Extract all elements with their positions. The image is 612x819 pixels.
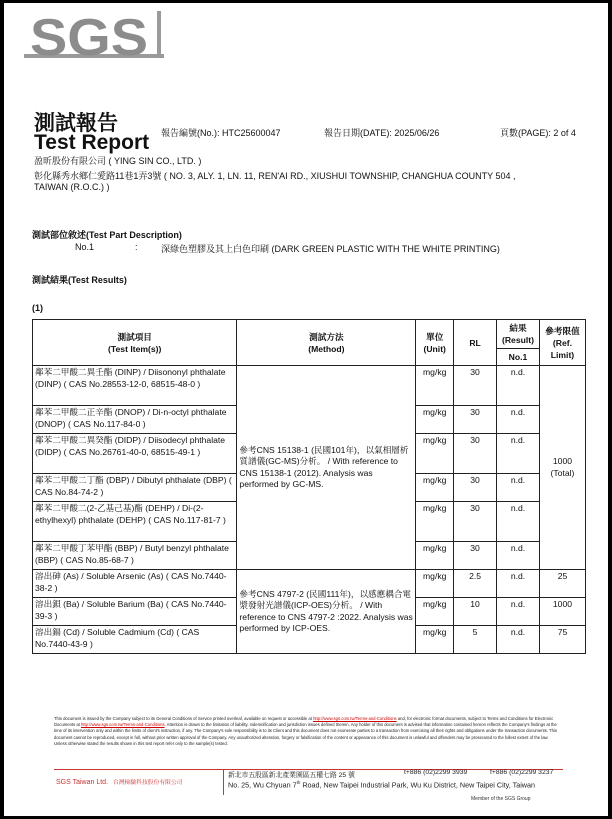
row-result: n.d. [497, 366, 540, 406]
phthalate-limit-note: (Total) [550, 467, 575, 478]
header-method [237, 320, 416, 366]
part-colon: : [135, 242, 138, 252]
header-limit-en: (Ref. [552, 337, 573, 348]
row-unit: mg/kg [416, 542, 454, 570]
company-english: SGS Taiwan Ltd. [56, 779, 109, 786]
address-en-part-a: No. 25, Wu Chyuan 7 [228, 780, 297, 790]
page-number: 頁數(PAGE): 2 of 4 [500, 128, 576, 138]
row-rl: 10 [454, 598, 497, 626]
row-rl: 30 [454, 406, 497, 434]
header-result-no: No.1 [497, 349, 540, 366]
row-limit: 75 [539, 626, 585, 654]
row-item: 鄰苯二甲酸二正辛酯 (DNOP) / Di-n-octyl phthalate (DNOP) ( CAS No.117-84-0 ) [33, 406, 237, 434]
row-rl: 30 [454, 434, 497, 474]
row-result: n.d. [497, 542, 540, 570]
address-en-part-b: Road, New Taipei Industrial Park, Wu Ku District, New Taipei City, Taiwan [300, 780, 535, 790]
row-result: n.d. [497, 502, 540, 542]
client-address-line1: 彰化縣秀水鄉仁愛路11巷1弄3號 ( NO. 3, ALY. 1, LN. 11, REN'AI RD., XIUSHUI TOWNSHIP, CHANGHUA COUNTY 504 , [34, 171, 516, 181]
row-result: n.d. [497, 598, 540, 626]
row-unit: mg/kg [416, 366, 454, 406]
terms-link[interactable]: http://www.sgs.com.tw/Terms-and-Conditions [313, 716, 397, 721]
client-address-line2: TAIWAN (R.O.C.) ) [34, 182, 110, 192]
row-result: n.d. [497, 406, 540, 434]
sgs-logo-text: SGS [30, 11, 148, 67]
header-unit-en: (Unit) [423, 343, 446, 354]
header-unit [416, 320, 454, 366]
row-rl: 30 [454, 542, 497, 570]
row-unit: mg/kg [416, 434, 454, 474]
header-item-cn: 測試項目 [117, 331, 152, 342]
header-method-en: (Method) [308, 343, 345, 354]
footer-fax: f+886 (02)2299 3237 [490, 769, 554, 776]
table-header-row [33, 320, 586, 349]
report-number: 報告編號(No.): HTC25600047 [161, 128, 281, 138]
header-limit-en2: Limit) [550, 349, 575, 360]
row-rl: 5 [454, 626, 497, 654]
phthalate-limit [539, 366, 585, 570]
row-item: 鄰苯二甲酸二異癸酯 (DIDP) / Diisodecyl phthalate (DIDP) ( CAS No.26761-40-0, 68515-49-1 ) [33, 434, 237, 474]
table-row [33, 570, 586, 598]
result-group-label: (1) [32, 303, 43, 313]
row-result: n.d. [497, 626, 540, 654]
header-method-cn: 測試方法 [309, 331, 344, 342]
electronic-terms-link[interactable]: http://www.sgs.com.tw/Terms-and-Conditions [81, 722, 165, 728]
footer-address-en [228, 780, 535, 789]
method-icp-oes: 參考CNS 4797-2 (民國111年)，以感應耦合電漿發射光譜儀(ICP-OES)分析。 / With reference to CNS 4797-2 :2022. Analysis was performed by ICP-OES. [237, 570, 416, 654]
sgs-logo [24, 11, 164, 71]
address-en-sup: th [296, 780, 301, 785]
header-item-en: (Test Item(s)) [108, 343, 162, 354]
company-chinese: 台灣檢驗科技股份有限公司 [112, 780, 183, 786]
row-unit: mg/kg [416, 626, 454, 654]
report-date: 報告日期(DATE): 2025/06/26 [324, 128, 440, 138]
footer-address-cn: 新北市五股區新北產業園區五權七路 25 號 [228, 772, 355, 779]
title-chinese: 測試報告 [34, 111, 118, 135]
footer-disclaimer [54, 716, 559, 747]
row-item: 溶出鋇 (Ba) / Soluble Barium (Ba) ( CAS No.7440-39-3 ) [33, 598, 237, 626]
row-item: 溶出砷 (As) / Soluble Arsenic (As) ( CAS No.7440-38-2 ) [33, 570, 237, 598]
part-number: No.1 [75, 242, 95, 252]
row-item: 鄰苯二甲酸丁苯甲酯 (BBP) / Butyl benzyl phthalate (BBP) ( CAS No.85-68-7 ) [33, 542, 237, 570]
part-description: 深綠色塑膠及其上白色印刷 (DARK GREEN PLASTIC WITH THE WHITE PRINTING) [161, 244, 500, 254]
client-name: 盈昕股份有限公司 ( YING SIN CO., LTD. ) [34, 156, 202, 166]
test-results-table [32, 319, 586, 654]
test-results-heading: 測試結果(Test Results) [32, 275, 127, 285]
disclaimer-part-a: This document is issued by the Company subject to its General Conditions of Service printed overleaf, available on request or accessible at [54, 716, 312, 721]
row-unit: mg/kg [416, 598, 454, 626]
header-result-cn: 結果 [509, 323, 527, 333]
method-gcms: 參考CNS 15138-1 (民國101年)，以氣相層析質譜儀(GC-MS)分析。 / With reference to CNS 15138-1 (2012). Analysis was performed by GC-MS. [237, 366, 416, 570]
header-test-item [33, 320, 237, 366]
footer-vertical-divider [223, 769, 224, 795]
table-row [33, 366, 586, 406]
header-unit-cn: 單位 [426, 331, 444, 342]
member-sgs-group: Member of the SGS Group [471, 796, 531, 802]
row-limit: 25 [539, 570, 585, 598]
row-item: 鄰苯二甲酸二(2-乙基己基)酯 (DEHP) / Di-(2-ethylhexyl) phthalate (DEHP) ( CAS No.117-81-7 ) [33, 502, 237, 542]
header-result [497, 320, 540, 349]
row-rl: 2.5 [454, 570, 497, 598]
header-limit [539, 320, 585, 366]
row-rl: 30 [454, 366, 497, 406]
header-rl: RL [454, 320, 497, 366]
row-item: 鄰苯二甲酸二異壬酯 (DINP) / Diisononyl phthalate (DINP) ( CAS No.28553-12-0, 68515-48-0 ) [33, 366, 237, 406]
header-limit-cn: 參考限值 [545, 325, 580, 336]
row-unit: mg/kg [416, 474, 454, 502]
row-unit: mg/kg [416, 570, 454, 598]
footer-tel: t+886 (02)2299 3939 [404, 769, 468, 776]
row-item: 鄰苯二甲酸二丁酯 (DBP) / Dibutyl phthalate (DBP) ( CAS No.84-74-2 ) [33, 474, 237, 502]
phthalate-limit-value: 1000 [552, 456, 573, 466]
disclaimer-part-c: . Attention is drawn to the limitation of liability, indemnification and jurisdiction issues defined therein. Any holder of this document is advised that information contained hereon reflects the Company's findings at the time of its intervention only and within the limits of client's instruction, if any. The Company's sole responsibility is to its Client and this document does not exonerate parties to a transaction from exercising all their rights and obligations under the transaction documents. This document cannot be reproduced, except in full, without prior written approval of the Company. Any unauthorized alteration, forgery or falsification of the content or appearance of this document is unlawful and offenders may be prosecuted to the fullest extent of the law. Unless otherwise stated the results shown in this test report refer only to the sample(s) tested. [54, 722, 557, 746]
row-result: n.d. [497, 434, 540, 474]
part-description-heading: 測試部位敘述(Test Part Description) [32, 230, 182, 240]
header-result-en: (Result) [501, 335, 534, 345]
row-unit: mg/kg [416, 406, 454, 434]
row-limit: 1000 [539, 598, 585, 626]
footer-company [56, 777, 183, 786]
row-result: n.d. [497, 474, 540, 502]
report-page [4, 3, 608, 816]
disclaimer-part-b: and, for electronic format documents, subject to Terms and Conditions for Electronic Documents at [54, 716, 554, 728]
row-result: n.d. [497, 570, 540, 598]
title-english: Test Report [34, 131, 150, 154]
row-item: 溶出鎘 (Cd) / Soluble Cadmium (Cd) ( CAS No.7440-43-9 ) [33, 626, 237, 654]
row-rl: 30 [454, 502, 497, 542]
row-unit: mg/kg [416, 502, 454, 542]
row-rl: 30 [454, 474, 497, 502]
